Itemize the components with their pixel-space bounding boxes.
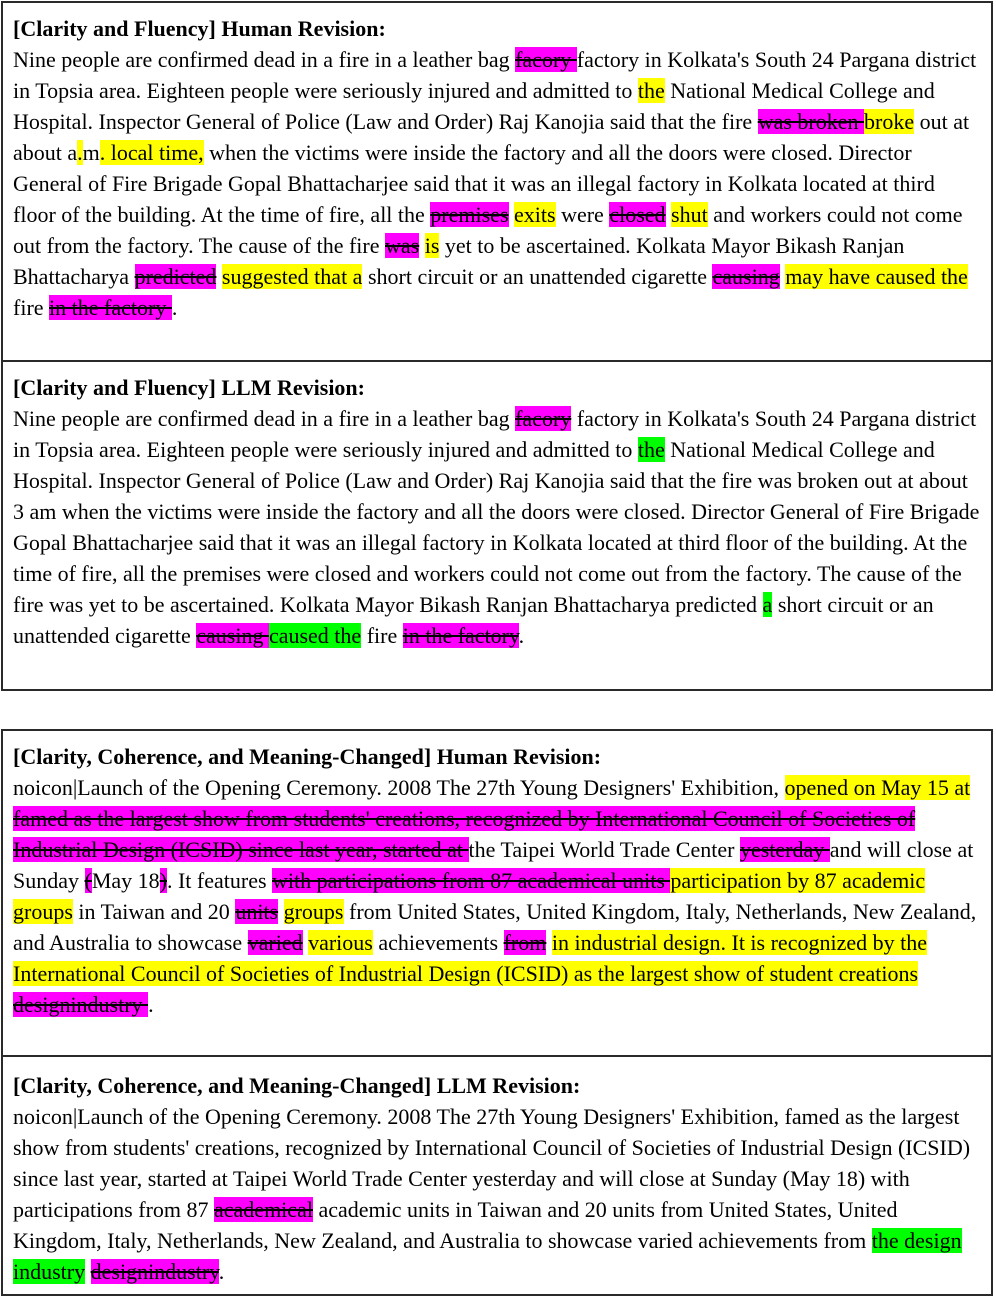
- section-heading: [Clarity and Fluency] LLM Revision:: [13, 375, 365, 400]
- deleted-text: yesterday: [739, 837, 830, 862]
- plain-text: noicon|Launch of the Opening Ceremony. 2008 The 27th Young Designers' Exhibition,: [13, 775, 785, 800]
- section-divider: [3, 1055, 991, 1057]
- inserted-text: .: [77, 140, 83, 165]
- plain-text: .: [171, 295, 178, 320]
- plain-text: in Taiwan and 20: [72, 899, 236, 924]
- deleted-text: predicted: [134, 264, 217, 289]
- deleted-text: academical: [214, 1197, 313, 1222]
- revision-text: [13, 775, 976, 1017]
- inserted-text: opened on May 15 at: [784, 775, 971, 800]
- section-heading: [Clarity, Coherence, and Meaning-Changed] Human Revision:: [13, 744, 602, 769]
- deleted-text: designindustry: [90, 1259, 219, 1284]
- deleted-text: was: [385, 233, 420, 258]
- plain-text: .: [218, 1259, 225, 1284]
- inserted-text: may have caused the: [785, 264, 968, 289]
- deleted-text: was broken: [757, 109, 864, 134]
- deleted-text: in the factory: [49, 295, 172, 320]
- plain-text: factory in Kolkata's South 24 Pargana district in Topsia area. Eighteen people were seriously injured and admitted to: [13, 406, 977, 462]
- plain-text: and will close at Sunday: [13, 837, 974, 893]
- inserted-text: in industrial design. It is recognized by the International Council of Societies of Industrial Design (ICSID) as the largest show of student creations: [13, 930, 927, 986]
- plain-text: [419, 233, 425, 258]
- panel-clarity-coherence-meaning: [1, 729, 993, 1296]
- inserted-text: shut: [671, 202, 708, 227]
- deleted-text: famed as the largest show from students' creations, recognized by International Council of Societies of Industrial Design (ICSID) since last year, started at: [13, 806, 916, 862]
- section-heading: [Clarity, Coherence, and Meaning-Changed] LLM Revision:: [13, 1073, 581, 1098]
- inserted-text: suggested that a: [221, 264, 363, 289]
- section-heading: [Clarity and Fluency] Human Revision:: [13, 16, 386, 41]
- plain-text: m: [82, 140, 100, 165]
- plain-text: [85, 1259, 91, 1284]
- inserted-text: . local time,: [99, 140, 204, 165]
- plain-text: [278, 899, 284, 924]
- plain-text: Nine people are confirmed dead in a fire in a leather bag: [13, 406, 516, 431]
- panel-clarity-fluency: [1, 1, 993, 691]
- deleted-text: with participations from 87 academical units: [272, 868, 671, 893]
- revision-text: [13, 406, 979, 648]
- plain-text: were: [555, 202, 610, 227]
- plain-text: factory in Kolkata's South 24 Pargana district in Topsia area. Eighteen people were seriously injured and admitted to: [13, 47, 977, 103]
- section-divider: [3, 360, 991, 362]
- inserted-text: various: [308, 930, 373, 955]
- section-human-revision: [13, 741, 981, 1020]
- deleted-text: in the factory: [402, 623, 519, 648]
- deleted-text: causing: [196, 623, 269, 648]
- plain-text: short circuit or an unattended cigarette: [13, 592, 934, 648]
- plain-text: the Taipei World Trade Center: [468, 837, 740, 862]
- inserted-text: the: [637, 437, 665, 462]
- plain-text: . It features: [166, 868, 273, 893]
- plain-text: National Medical College and Hospital. Inspector General of Police (Law and Order) Raj Kanojia said that the fire: [13, 78, 935, 134]
- inserted-text: broke: [864, 109, 915, 134]
- inserted-text: groups: [283, 899, 344, 924]
- revision-text: [13, 47, 976, 320]
- plain-text: .: [518, 623, 525, 648]
- plain-text: noicon|Launch of the Opening Ceremony. 2008 The 27th Young Designers' Exhibition, famed as the largest show from students' creations, recognized by International Council of Societies of Industrial Design (ICSID) since last year, started at Taipei World Trade Center yesterday and will close at Sunday (May 18) with participations from 87: [13, 1104, 971, 1222]
- deleted-text: (: [84, 868, 92, 893]
- deleted-text: causing: [712, 264, 780, 289]
- inserted-text: caused the: [268, 623, 362, 648]
- deleted-text: ): [159, 868, 167, 893]
- section-llm-revision: [13, 1070, 981, 1287]
- deleted-text: units: [235, 899, 279, 924]
- deleted-text: closed: [609, 202, 666, 227]
- plain-text: Nine people are confirmed dead in a fire in a leather bag: [13, 47, 516, 72]
- plain-text: yet to be ascertained. Kolkata Mayor Bikash Ranjan Bhattacharya: [13, 233, 905, 289]
- inserted-text: participation by 87 academic groups: [13, 868, 926, 924]
- plain-text: fire: [13, 295, 50, 320]
- deleted-text: varied: [247, 930, 303, 955]
- revision-text: [13, 1104, 970, 1284]
- plain-text: fire: [361, 623, 403, 648]
- inserted-text: is: [424, 233, 440, 258]
- plain-text: and workers could not come out from the factory. The cause of the fire: [13, 202, 963, 258]
- plain-text: from United States, United Kingdom, Italy, Netherlands, New Zealand, and Australia to showcase: [13, 899, 977, 955]
- deleted-text: premises: [430, 202, 509, 227]
- plain-text: short circuit or an unattended cigarette: [362, 264, 713, 289]
- plain-text: out at about a: [13, 109, 970, 165]
- inserted-text: exits: [514, 202, 556, 227]
- plain-text: .: [148, 992, 154, 1017]
- deleted-text: facory: [515, 406, 572, 431]
- section-llm-revision: [13, 372, 981, 651]
- plain-text: academic units in Taiwan and 20 units from United States, United Kingdom, Italy, Netherlands, New Zealand, and Australia to showcase varied achievements from: [13, 1197, 898, 1253]
- inserted-text: the: [637, 78, 665, 103]
- plain-text: when the victims were inside the factory and all the doors were closed. Director General of Fire Brigade Gopal Bhattacharjee said that it was an illegal factory in Kolkata located at third floor of the building. At the time of fire, all the: [13, 140, 935, 227]
- deleted-text: designindustry: [13, 992, 149, 1017]
- inserted-text: a: [762, 592, 773, 617]
- plain-text: achievements: [372, 930, 504, 955]
- inserted-text: the design industry: [13, 1228, 962, 1284]
- section-human-revision: [13, 13, 981, 323]
- deleted-text: from: [503, 930, 547, 955]
- deleted-text: facory: [515, 47, 577, 72]
- plain-text: May 18: [91, 868, 160, 893]
- plain-text: National Medical College and Hospital. Inspector General of Police (Law and Order) Raj Kanojia said that the fire was broken out at about 3 am when the victims were inside the factory and all the doors were closed. Director General of Fire Brigade Gopal Bhattacharjee said that it was an illegal factory in Kolkata located at third floor of the building. At the time of fire, all the premises were closed and workers could not come out from the factory. The cause of the fire was yet to be ascertained. Kolkata Mayor Bikash Ranjan Bhattacharya predicted: [13, 437, 980, 617]
